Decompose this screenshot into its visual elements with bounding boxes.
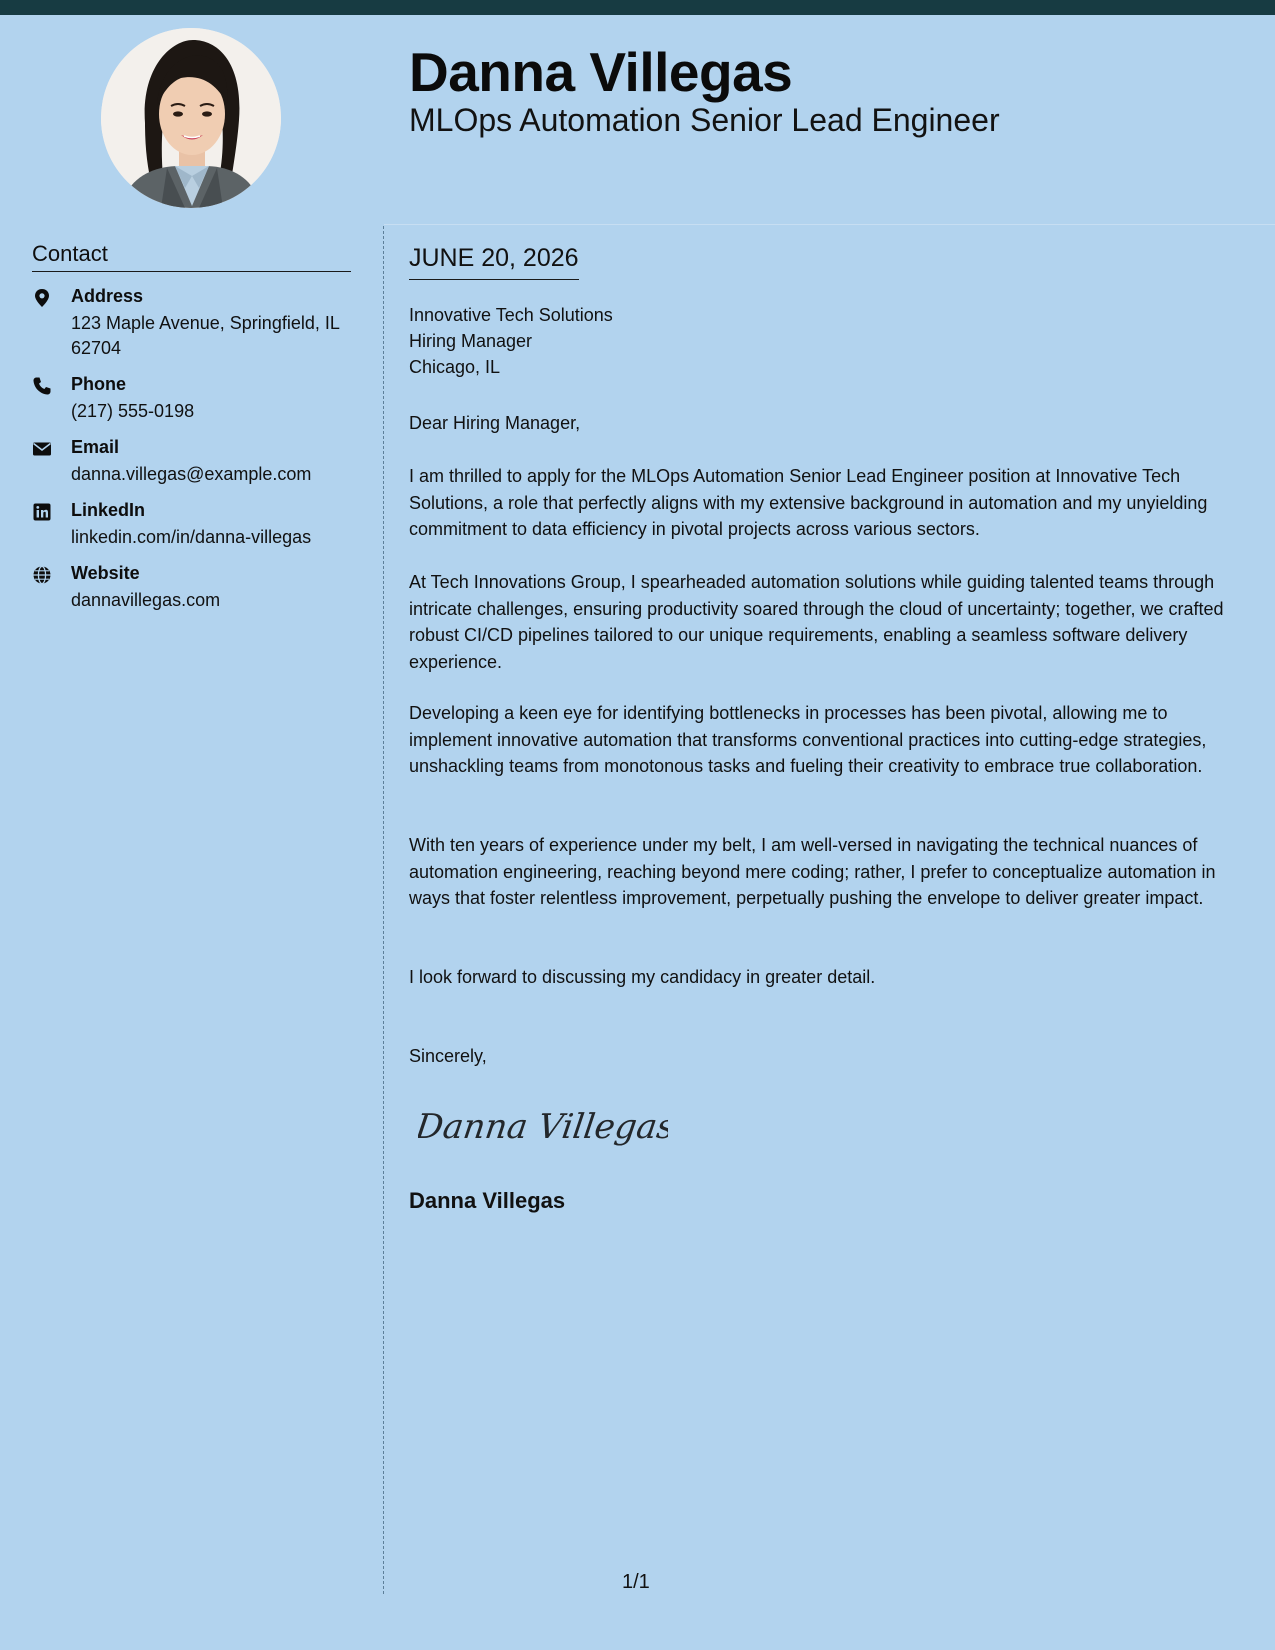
- job-title: MLOps Automation Senior Lead Engineer: [409, 102, 1000, 138]
- envelope-icon: [32, 439, 52, 459]
- recipient-role: Hiring Manager: [409, 331, 533, 351]
- paragraph: With ten years of experience under my belt, I am well-versed in navigating the technical nuances of automation engineering, reaching beyond mere coding; rather, I prefer to conceptualize automation in ways that foster relentless improvement, perpetually pushing the envelope to deliver greater impact.: [409, 835, 1216, 908]
- paragraph: I am thrilled to apply for the MLOps Automation Senior Lead Engineer position at Innovative Tech Solutions, a role that perfectly aligns with my extensive background in automation and my unyielding commitment to data efficiency in pivotal projects across various sectors.: [409, 466, 1208, 539]
- contact-value: (217) 555-0198: [71, 401, 195, 421]
- contact-label: Email: [71, 437, 120, 457]
- contact-label: Address: [71, 286, 144, 306]
- greeting: Dear Hiring Manager,: [409, 413, 581, 433]
- svg-text:Danna Villegas: Danna Villegas: [418, 1107, 668, 1147]
- contact-label: Phone: [71, 374, 127, 394]
- linkedin-icon: [32, 502, 52, 522]
- recipient-block: [409, 302, 613, 380]
- globe-icon: [32, 565, 52, 585]
- signer-name: Danna Villegas: [409, 1188, 566, 1213]
- recipient-company: Innovative Tech Solutions: [409, 305, 613, 325]
- profile-photo: [101, 28, 281, 208]
- page-indicator: 1/1: [622, 1571, 650, 1593]
- contact-value: danna.villegas@example.com: [71, 464, 312, 484]
- contact-value: 123 Maple Avenue, Springfield, IL 62704: [71, 313, 340, 358]
- paragraph: I look forward to discussing my candidacy in greater detail.: [409, 967, 876, 987]
- handwritten-signature: [418, 1098, 668, 1163]
- closing: Sincerely,: [409, 1046, 487, 1066]
- contact-value: dannavillegas.com: [71, 590, 221, 610]
- letter-date: JUNE 20, 2026: [409, 244, 579, 280]
- contact-value: linkedin.com/in/danna-villegas: [71, 527, 312, 547]
- contact-heading: Contact: [32, 241, 351, 272]
- map-pin-icon: [32, 288, 52, 308]
- applicant-name: Danna Villegas: [409, 41, 793, 103]
- paragraph: At Tech Innovations Group, I spearheaded automation solutions while guiding talented teams through intricate challenges, ensuring productivity soared through the cloud of uncertainty; together, we crafted robust CI/CD pipelines tailored to our unique requirements, enabling a seamless software delivery experience.: [409, 572, 1224, 672]
- top-accent-bar: [0, 0, 1275, 15]
- recipient-location: Chicago, IL: [409, 357, 501, 377]
- header-divider: [384, 224, 1275, 225]
- contact-label: Website: [71, 563, 140, 583]
- paragraph: Developing a keen eye for identifying bottlenecks in processes has been pivotal, allowing me to implement innovative automation that transforms conventional practices into cutting-edge strategies, unshackling teams from monotonous tasks and fueling their creativity to embrace true collaboration.: [409, 703, 1207, 776]
- phone-icon: [32, 376, 52, 396]
- column-divider: [383, 226, 384, 1594]
- contact-label: LinkedIn: [71, 500, 146, 520]
